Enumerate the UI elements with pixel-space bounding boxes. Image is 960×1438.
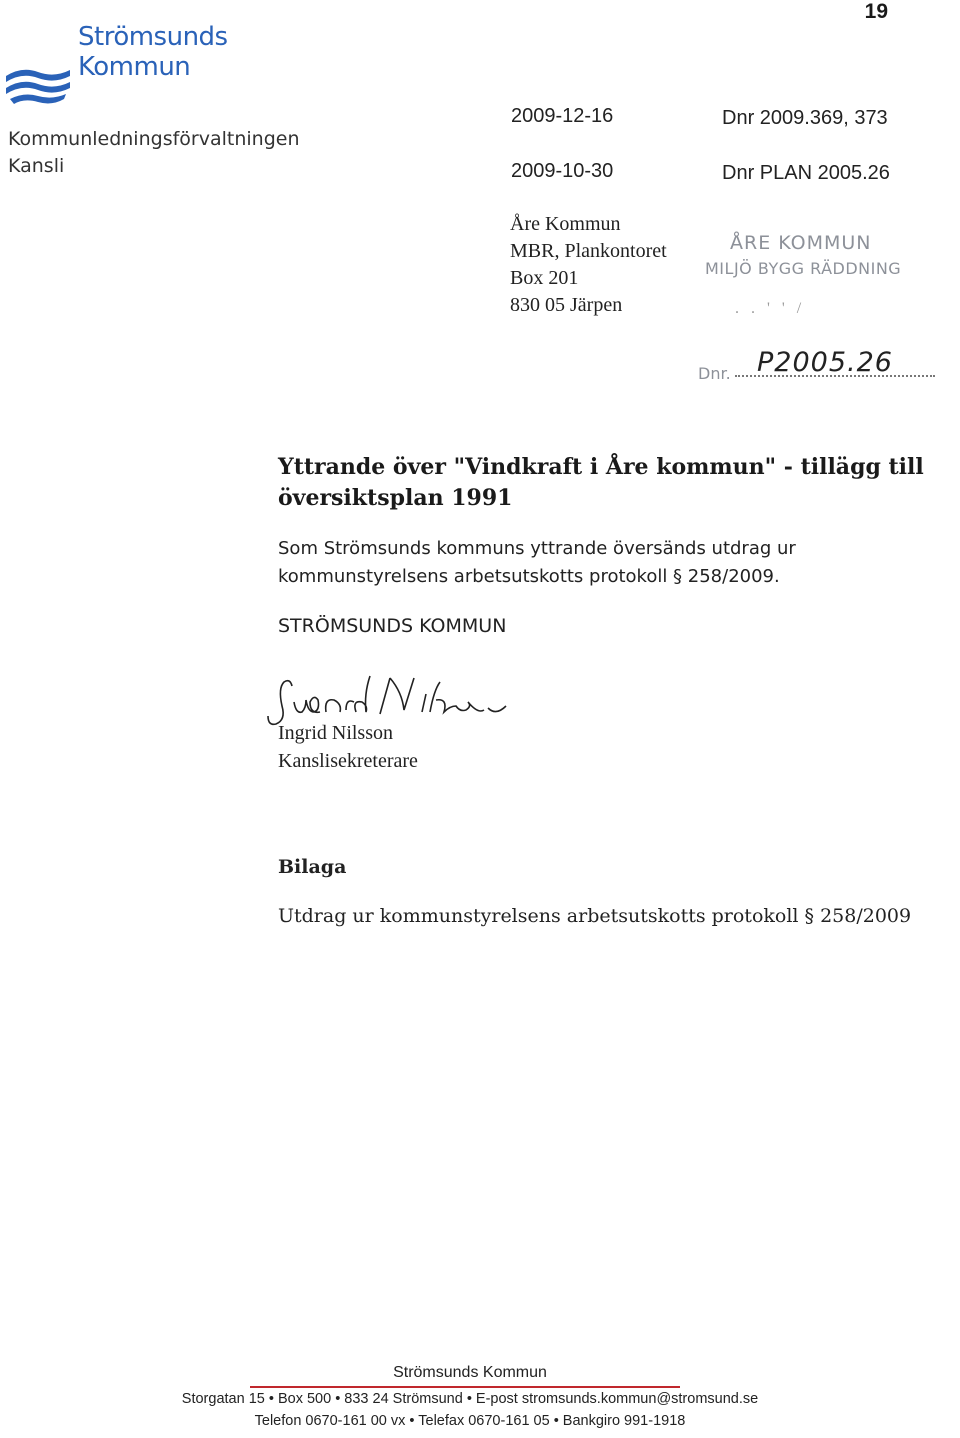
signer-name: Ingrid Nilsson (278, 722, 393, 744)
reference-number: Dnr 2009.369, 373 (722, 107, 888, 129)
footer-divider (250, 1386, 680, 1388)
stamp-dnr-handwritten: P2005.26 (757, 347, 893, 378)
footer-address: Storgatan 15 • Box 500 • 833 24 Strömsund • E-post stromsunds.kommun@stromsund.se (181, 1391, 759, 1407)
logo-name-line2: Kommun (78, 52, 191, 82)
signer-title: Kanslisekreterare (278, 750, 418, 772)
letter-body: Som Strömsunds kommuns yttrande översänds utdrag ur kommunstyrelsens arbetsutskotts protokoll § 258/2009. (278, 538, 796, 587)
letter-date: 2009-12-16 (511, 105, 614, 127)
footer-phone: Telefon 0670-161 00 vx • Telefax 0670-161 05 • Bankgiro 991-1918 (254, 1413, 686, 1429)
recipient-line: 830 05 Järpen (510, 294, 623, 316)
stamp-date-marks: . . ' ' / (735, 300, 806, 317)
letter-subject: Yttrande över "Vindkraft i Åre kommun" - tillägg till översiktsplan 1991 (278, 454, 924, 511)
recipient-line: Åre Kommun (510, 213, 621, 235)
stamp-department: MILJÖ BYGG RÄDDNING (705, 259, 902, 278)
footer-organization: Strömsunds Kommun (393, 1364, 547, 1381)
sender-unit: Kansli (8, 155, 65, 177)
reference-number-plan: Dnr PLAN 2005.26 (722, 162, 890, 184)
recipient-line: MBR, Plankontoret (510, 240, 667, 262)
stamp-organization: ÅRE KOMMUN (730, 232, 872, 254)
page-number: 19 (864, 0, 888, 23)
stamp-dnr-label: Dnr. (698, 364, 731, 383)
wave-logo-icon (2, 62, 74, 112)
reference-date: 2009-10-30 (511, 160, 614, 182)
logo-name-line1: Strömsunds (78, 22, 228, 52)
attachment-heading: Bilaga (278, 856, 347, 878)
sender-department: Kommunledningsförvaltningen (8, 128, 300, 150)
organization-name: STRÖMSUNDS KOMMUN (278, 615, 507, 637)
attachment-text: Utdrag ur kommunstyrelsens arbetsutskotts protokoll § 258/2009 (278, 905, 912, 927)
stamp-dotted-line (735, 375, 935, 377)
recipient-line: Box 201 (510, 267, 579, 289)
